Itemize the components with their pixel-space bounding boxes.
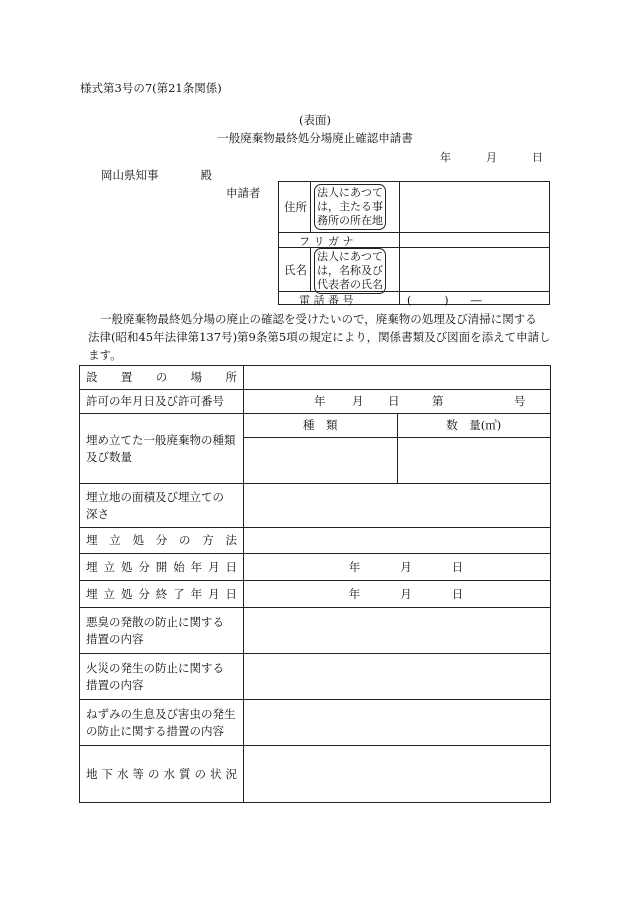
waste-kind-value[interactable] (244, 438, 398, 484)
start-label: 埋 立 処 分 開 始 年 月 日 (86, 559, 237, 574)
row-method (80, 528, 551, 554)
applicant-box (278, 181, 550, 305)
area-label: 埋立地の面積及び埋立ての 深さ (80, 484, 244, 528)
method-value[interactable] (244, 528, 551, 554)
row-pest (80, 700, 551, 746)
row-start (80, 554, 551, 581)
row-water (80, 746, 551, 803)
row-waste-header (80, 414, 551, 438)
date-month: 月 (486, 151, 497, 164)
addressee-name: 岡山県知事 (101, 168, 159, 182)
waste-qty-header: 数 量(㎥) (397, 414, 551, 438)
row-odor (80, 608, 551, 654)
fire-label: 火災の発生の防止に関する 措置の内容 (80, 654, 244, 700)
row-permit (80, 390, 551, 414)
method-label: 埋 立 処 分 の 方 法 (86, 533, 237, 547)
water-value[interactable] (244, 746, 551, 803)
waste-kind-header: 種 類 (244, 414, 398, 438)
waste-qty-value[interactable] (397, 438, 551, 484)
document-title: 一般廃棄物最終処分場廃止確認申請書 (217, 131, 413, 145)
start-value[interactable]: 年 月 日 (244, 554, 551, 581)
location-label: 設 置 の 場 所 (86, 370, 237, 384)
row-end (80, 581, 551, 608)
pest-value[interactable] (244, 700, 551, 746)
fire-value[interactable] (244, 654, 551, 700)
waste-label: 埋め立てた一般廃棄物の種類 及び数量 (80, 414, 244, 484)
furigana-label: フ リ ガ ナ (299, 235, 354, 248)
addressee-suffix: 殿 (200, 168, 212, 182)
address-label: 住所 (284, 200, 307, 214)
pest-label: ねずみの生息及び害虫の発生 の防止に関する措置の内容 (80, 700, 244, 746)
date-day: 日 (532, 151, 543, 164)
end-value[interactable]: 年 月 日 (244, 581, 551, 608)
odor-value[interactable] (244, 608, 551, 654)
date-line (440, 149, 543, 165)
body-text: 一般廃棄物最終処分場の廃止の確認を受けたいので，廃棄物の処理及び清掃に関する 法律(昭和45年法律第137号)第9条第5項の規定により，関係書類及び図面を添えて申請し ます。 (88, 312, 551, 362)
permit-label: 許可の年月日及び許可番号 (80, 390, 244, 414)
row-area (80, 484, 551, 528)
odor-label: 悪臭の発散の防止に関する 措置の内容 (80, 608, 244, 654)
row-fire (80, 654, 551, 700)
area-value[interactable] (244, 484, 551, 528)
date-year: 年 (440, 151, 451, 164)
end-label: 埋 立 処 分 終 了 年 月 日 (86, 586, 237, 601)
address-note: 法人にあつて は，主たる事 務所の所在地 (314, 184, 386, 230)
row-location (80, 366, 551, 390)
form-number: 様式第3号の7(第21条関係) (80, 81, 222, 95)
face-label: (表面) (299, 113, 331, 127)
name-note: 法人にあつて は，名称及び 代表者の氏名 (314, 248, 386, 294)
phone-label: 電 話 番 号 (299, 294, 354, 307)
phone-format: ( ) ― (407, 294, 482, 307)
addressee (101, 167, 212, 183)
applicant-label: 申請者 (226, 186, 261, 200)
location-value[interactable] (244, 366, 551, 390)
main-table (79, 365, 551, 803)
name-label: 氏名 (284, 263, 307, 277)
permit-value[interactable]: 年 月 日 第 号 (244, 390, 551, 414)
water-label: 地 下 水 等 の 水 質 の 状 況 (86, 766, 237, 781)
